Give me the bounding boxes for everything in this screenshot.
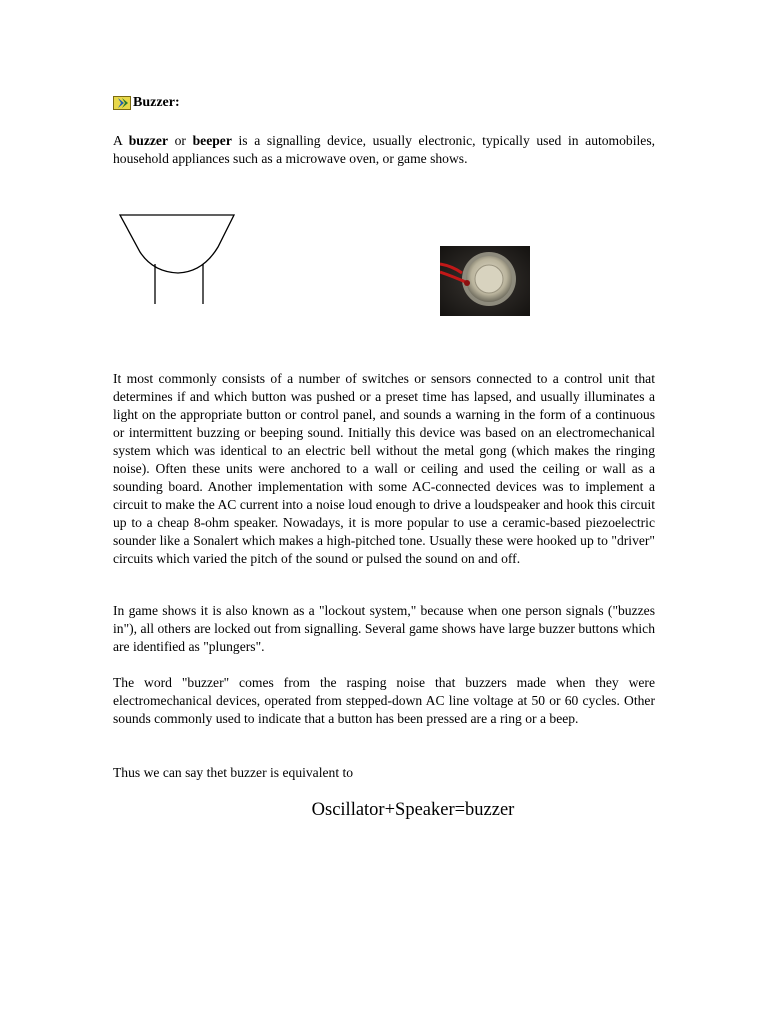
arrow-bullet-icon: [113, 96, 131, 110]
piezo-buzzer-photo: [440, 246, 530, 316]
buzzer-symbol-icon: [118, 212, 238, 311]
term-buzzer: buzzer: [128, 133, 168, 148]
section-heading: [113, 95, 180, 111]
term-beeper: beeper: [192, 133, 232, 148]
conclusion-paragraph: Thus we can say thet buzzer is equivalent to: [113, 765, 354, 780]
heading-text: Buzzer:: [133, 95, 180, 110]
intro-paragraph: [113, 132, 655, 168]
construction-paragraph: It most commonly consists of a number of switches or sensors connected to a control unit that determines if and which button was pushed or a preset time has lapsed, and usually illuminates a light on the appropriate button or control panel, and sounds a warning in the form of a continuous or intermittent buzzing or beeping sound. Initially this device was based on an electromechanical system which was identical to an electric bell without the metal gong (which makes the ringing noise). Often these units were anchored to a wall or ceiling and used the ceiling or wall as a sounding board. Another implementation with some AC-connected devices was to implement a circuit to make the AC current into a noise loud enough to drive a loudspeaker and hook this circuit up to a cheap 8-ohm speaker. Nowadays, it is more popular to use a ceramic-based piezoelectric sounder like a Sonalert which makes a high-pitched tone. Usually these were hooked up to "driver" circuits which varied the pitch of the sound or pulsed the sound on and off.: [113, 371, 655, 566]
intro-post: is a signalling device, usually electronic, typically used in automobiles, household appliances such as a microwave oven, or game shows.: [113, 133, 656, 166]
game-shows-paragraph: In game shows it is also known as a "lockout system," because when one person signals ("buzzes in"), all others are locked out from signalling. Several game shows have large buzzer buttons which are identified as "plungers".: [113, 603, 655, 654]
formula: Oscillator+Speaker=buzzer: [311, 800, 515, 820]
etymology-paragraph: The word "buzzer" comes from the rasping noise that buzzers made when they were electromechanical devices, operated from stepped-down AC line voltage at 50 or 60 cycles. Other sounds commonly used to indicate that a button has been pressed are a ring or a beep.: [113, 675, 655, 726]
intro-pre: A: [113, 133, 129, 148]
intro-mid: or: [167, 133, 193, 148]
